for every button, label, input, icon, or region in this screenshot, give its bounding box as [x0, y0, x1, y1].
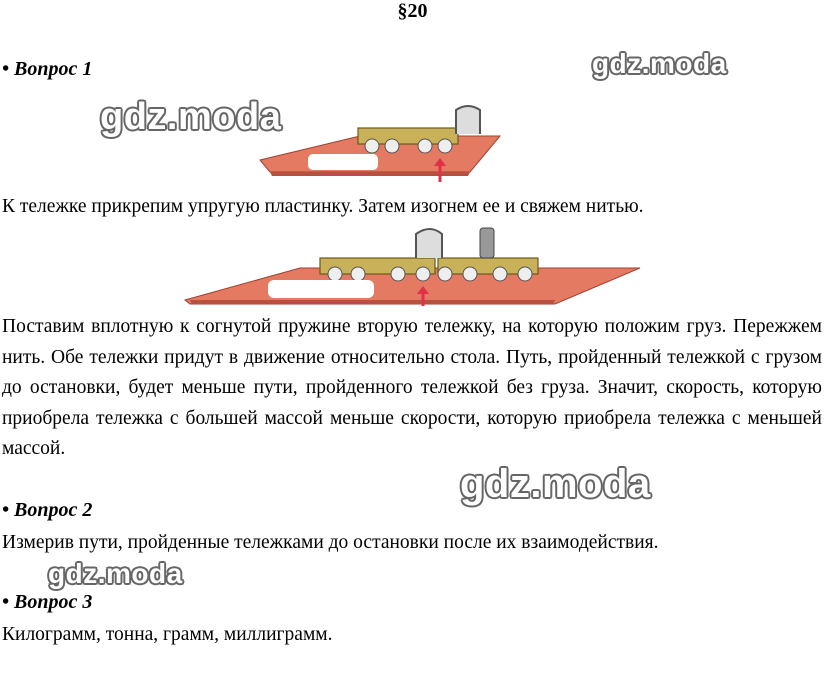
figure-cart-with-spring: [250, 100, 510, 190]
question-1-title: • Вопрос 1: [2, 58, 93, 80]
table-edge: [190, 300, 555, 304]
cart-wheel: [418, 139, 432, 153]
cart-wheel: [391, 267, 405, 281]
cart-wheel: [518, 267, 532, 281]
spring-plate: [416, 229, 442, 258]
cart-wheel: [416, 267, 430, 281]
question-1-caption: К тележке прикрепим упругую пластинку. Затем изогнем ее и свяжем нитью.: [2, 196, 644, 217]
watermark: gdz.moda: [100, 96, 282, 138]
cart-wheel: [493, 267, 507, 281]
question-3-answer: Килограмм, тонна, грамм, миллиграмм.: [2, 624, 333, 645]
cart-wheel: [438, 267, 452, 281]
paragraph-number: §20: [397, 0, 428, 22]
watermark: gdz.moda: [460, 462, 651, 506]
question-1-paragraph: Поставим вплотную к согнутой пружине вторую тележку, на которую положим груз. Пережжем нить. Обе тележки придут в движение относительно стола. Путь, пройденный тележкой с грузом до остановки, будет меньше пути, пройденного тележкой без груза. Значит, скорость, которую приобрела тележка с большей массой меньше скорости, которую приобрела тележка с меньшей массой.: [2, 316, 822, 459]
figure-two-carts: [180, 222, 645, 312]
spring-plate: [456, 106, 480, 134]
question-3-title: • Вопрос 3: [2, 591, 93, 613]
watermark: gdz.moda: [592, 48, 727, 79]
label-mask: [268, 280, 374, 298]
question-2-title: • Вопрос 2: [2, 499, 93, 521]
watermark: gdz.moda: [48, 558, 183, 589]
load-weight: [480, 228, 494, 258]
question-2-answer: Измерив пути, пройденные тележками до остановки после их взаимодействия.: [2, 532, 659, 553]
cart-wheel: [463, 267, 477, 281]
cart-wheel: [351, 267, 365, 281]
cart-wheel: [365, 139, 379, 153]
cart-wheel: [328, 267, 342, 281]
cart-wheel: [438, 139, 452, 153]
label-mask: [308, 154, 378, 170]
cart-wheel: [385, 139, 399, 153]
